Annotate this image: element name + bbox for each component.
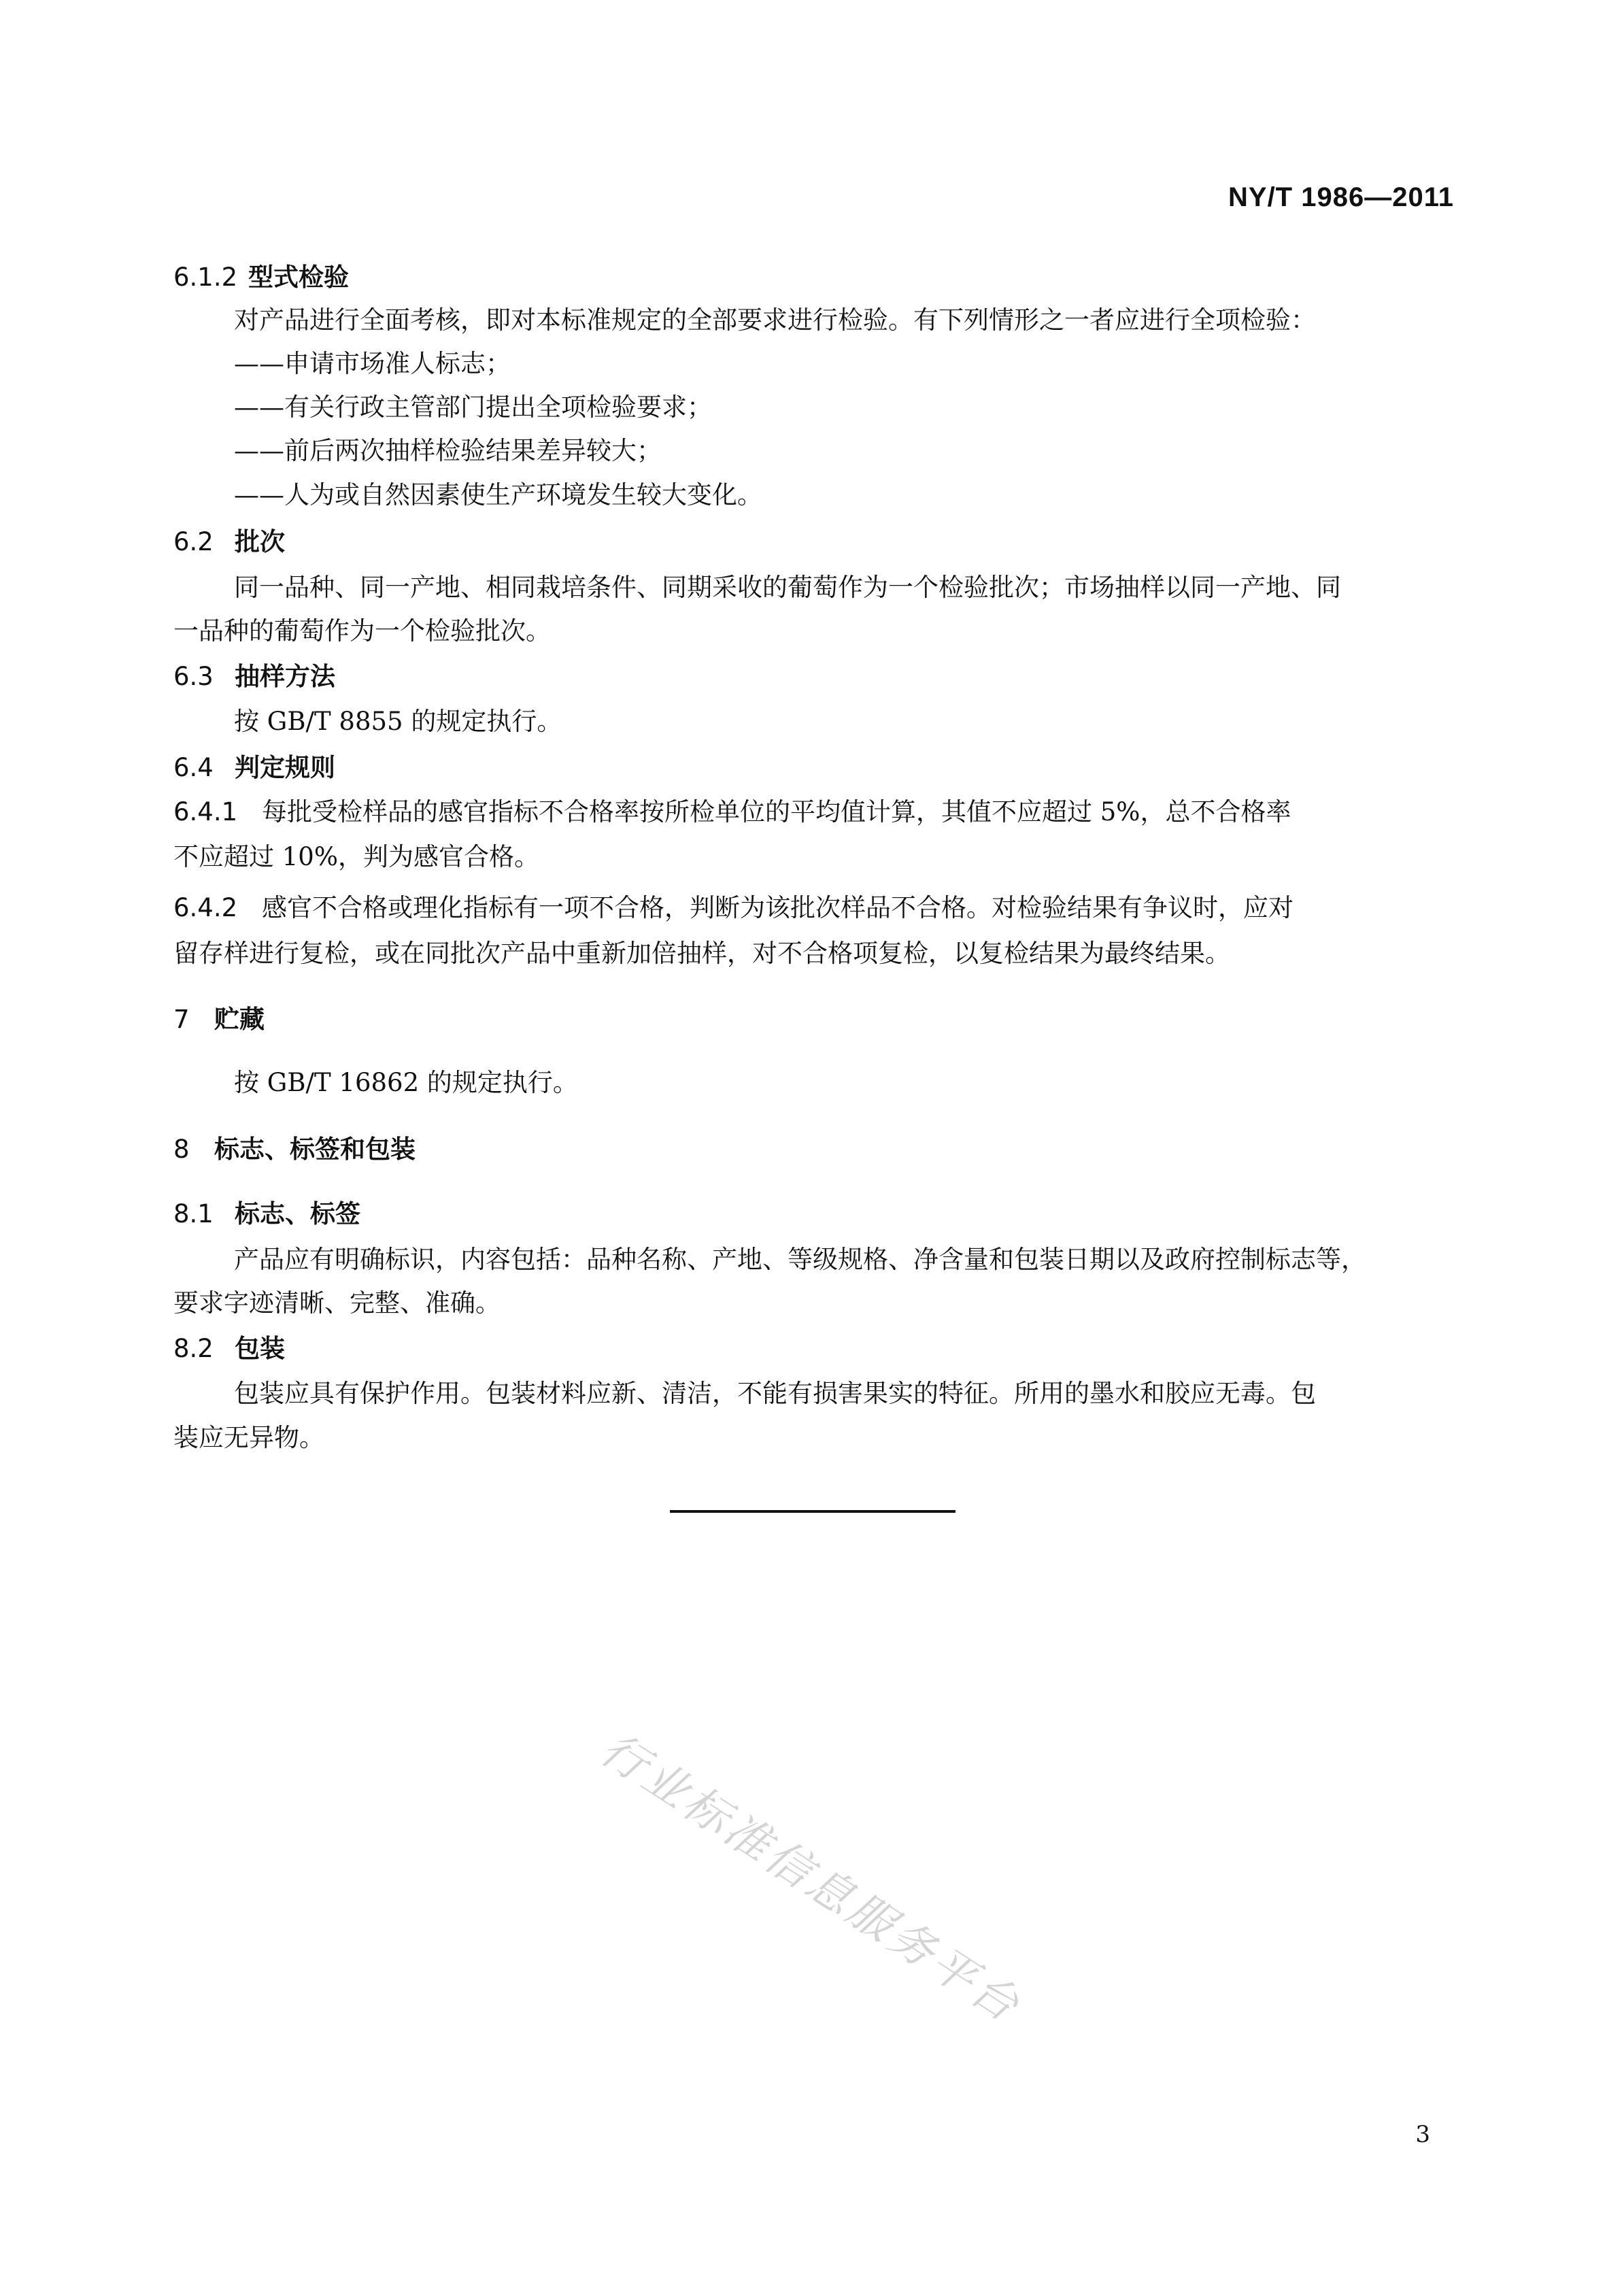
heading-6-4 — [173, 751, 1466, 784]
paragraph: 对产品进行全面考核，即对本标准规定的全部要求进行检验。有下列情形之一者应进行全项检验： — [234, 305, 1316, 335]
heading-7 — [173, 1003, 1466, 1036]
clause-number: 6.4.2 — [173, 893, 238, 922]
heading-8-2 — [173, 1332, 1466, 1365]
section-title: 型式检验 — [248, 262, 349, 292]
section-number: 6.2 — [173, 527, 214, 556]
paragraph-continuation: 要求字迹清晰、完整、准确。 — [173, 1288, 501, 1318]
section-number: 8.2 — [173, 1334, 214, 1363]
clause-text: 感官不合格或理化指标有一项不合格，判断为该批次样品不合格。对检验结果有争议时，应对 — [262, 893, 1293, 922]
paragraph: 按 GB/T 16862 的规定执行。 — [234, 1068, 578, 1097]
section-title: 判定规则 — [235, 752, 335, 782]
paragraph-continuation: 留存样进行复检，或在同批次产品中重新加倍抽样，对不合格项复检，以复检结果为最终结果。 — [173, 939, 1230, 968]
section-number: 6.3 — [173, 662, 214, 691]
list-item: ——人为或自然因素使生产环境发生较大变化。 — [234, 480, 762, 509]
section-title: 标志、标签和包装 — [214, 1134, 416, 1164]
section-number: 7 — [173, 1005, 190, 1034]
section-title: 贮藏 — [214, 1004, 265, 1034]
clause-text: 每批受检样品的感官指标不合格率按所检单位的平均值计算，其值不应超过 5%，总不合格率 — [262, 797, 1291, 826]
section-title: 批次 — [235, 526, 285, 556]
heading-8 — [173, 1133, 1466, 1166]
section-title: 包装 — [235, 1333, 285, 1363]
clause-6-4-1 — [173, 796, 1466, 829]
heading-6-2 — [173, 525, 1466, 558]
heading-6-3 — [173, 660, 1466, 693]
paragraph-continuation: 不应超过 10%，判为感官合格。 — [173, 842, 539, 871]
heading-8-1 — [173, 1197, 1466, 1231]
section-number: 8 — [173, 1135, 190, 1164]
end-rule — [670, 1510, 955, 1513]
list-item: ——有关行政主管部门提出全项检验要求； — [234, 392, 712, 422]
paragraph: 同一品种、同一产地、相同栽培条件、同期采收的葡萄作为一个检验批次；市场抽样以同一产地、同 — [234, 573, 1341, 602]
paragraph: 包装应具有保护作用。包装材料应新、清洁，不能有损害果实的特征。所用的墨水和胶应无毒。包 — [234, 1379, 1316, 1408]
clause-number: 6.4.1 — [173, 797, 238, 826]
page-number: 3 — [1415, 2121, 1430, 2148]
list-item: ——申请市场准人标志； — [234, 349, 511, 378]
section-number: 6.1.2 — [173, 263, 238, 292]
section-number: 6.4 — [173, 753, 214, 782]
paragraph: 按 GB/T 8855 的规定执行。 — [234, 707, 562, 736]
list-item: ——前后两次抽样检验结果差异较大； — [234, 436, 662, 465]
clause-6-4-2 — [173, 892, 1466, 924]
paragraph: 产品应有明确标识，内容包括：品种名称、产地、等级规格、净含量和包装日期以及政府控制标志等， — [234, 1245, 1366, 1274]
section-number: 8.1 — [173, 1199, 214, 1228]
section-title: 标志、标签 — [235, 1199, 360, 1228]
heading-6-1-2 — [173, 261, 1466, 294]
paragraph-continuation: 装应无异物。 — [173, 1423, 324, 1452]
watermark: 行业标准信息服务平台 — [591, 1722, 1031, 2034]
standard-code: NY/T 1986—2011 — [1228, 182, 1454, 212]
section-title: 抽样方法 — [235, 661, 335, 691]
paragraph-continuation: 一品种的葡萄作为一个检验批次。 — [173, 616, 551, 646]
